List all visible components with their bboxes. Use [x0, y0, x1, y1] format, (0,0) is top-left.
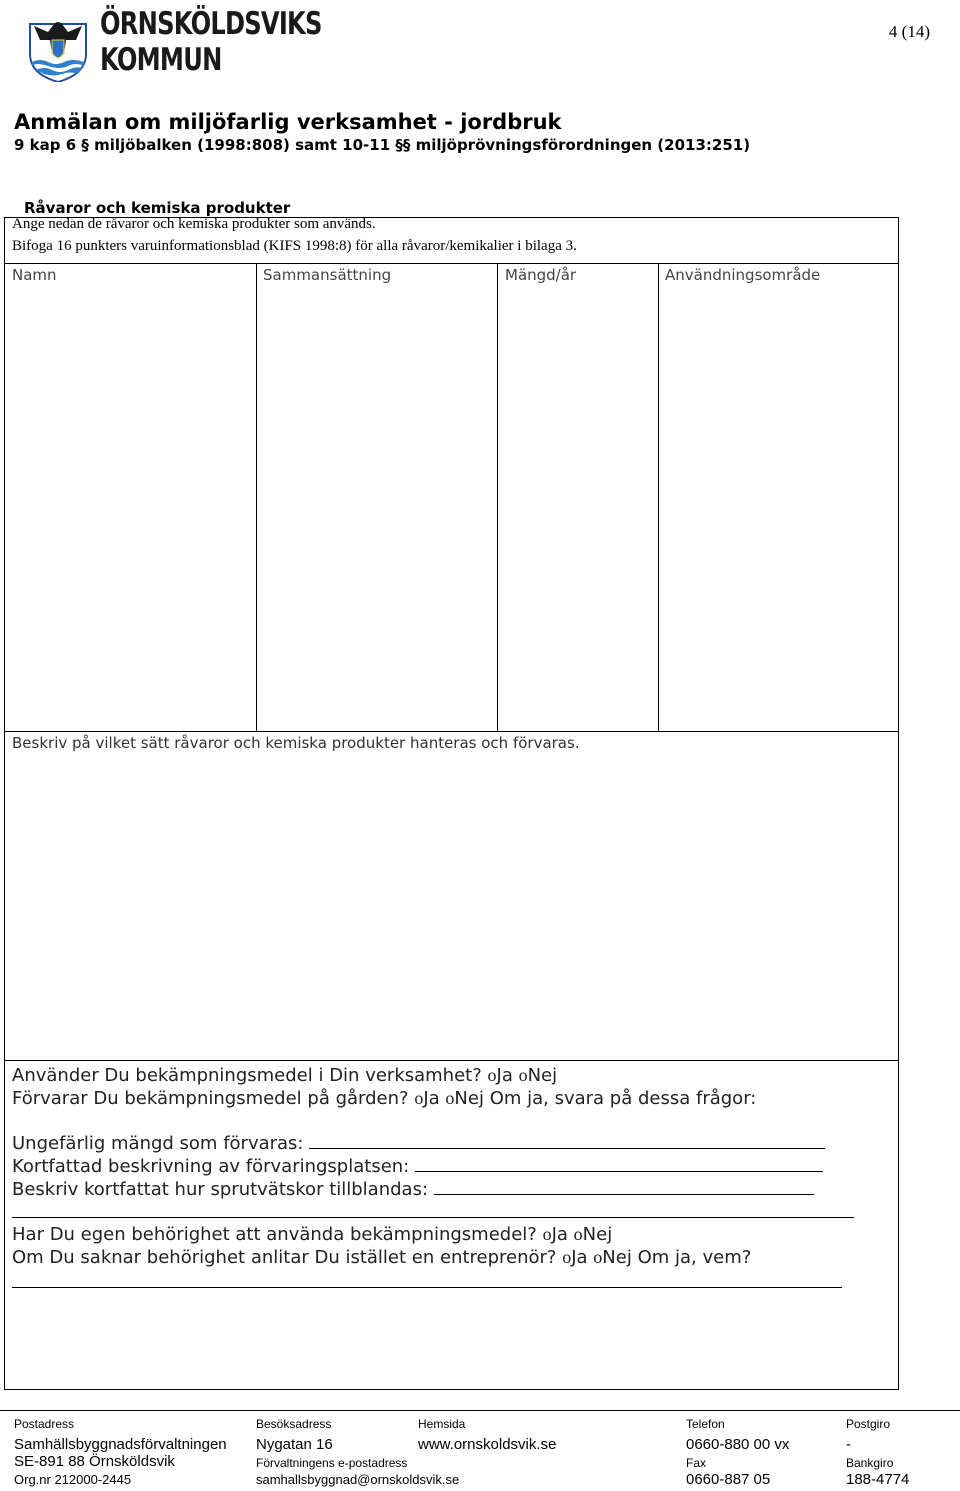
footer-postadress-line1: Samhällsbyggnadsförvaltningen	[14, 1436, 227, 1453]
no-label: Nej	[582, 1224, 613, 1245]
q4-yes-radio[interactable]	[562, 1247, 587, 1268]
field-amount-input[interactable]	[309, 1132, 825, 1149]
field-storage-label: Kortfattad beskrivning av förvaringsplatsen:	[12, 1156, 410, 1177]
table-cell-namn[interactable]	[6, 290, 254, 730]
table-cell-mangd[interactable]	[499, 290, 656, 730]
question-2-text: Förvarar Du bekämpningsmedel på gården?	[12, 1088, 409, 1109]
table-top-rule	[4, 263, 899, 264]
instruction-line-2	[12, 236, 577, 255]
field-storage	[12, 1155, 823, 1178]
footer-telefon: 0660-880 00 vx	[686, 1436, 790, 1453]
no-label: Nej	[602, 1247, 632, 1268]
radio-icon: o	[562, 1247, 572, 1267]
document-title: Anmälan om miljöfarlig verksamhet - jordbruk	[14, 110, 562, 134]
footer-bankgiro: 188-4774	[846, 1471, 910, 1488]
question-2-followup: Om ja, svara på dessa frågor:	[489, 1088, 757, 1109]
q2-yes-radio[interactable]	[414, 1088, 439, 1109]
footer-rule	[0, 1410, 960, 1411]
question-4-followup: Om ja, vem?	[637, 1247, 752, 1268]
radio-icon: o	[542, 1224, 552, 1244]
yes-label: Ja	[571, 1247, 588, 1268]
column-header-anvandningsomrade: Användningsområde	[665, 266, 821, 284]
footer-fax: 0660-887 05	[686, 1471, 771, 1488]
table-bottom-rule	[4, 731, 899, 732]
field-storage-input[interactable]	[415, 1155, 823, 1172]
instruction-line-1: Ange nedan de råvaror och kemiska produkter som används.	[12, 216, 376, 232]
column-divider-1	[256, 263, 257, 732]
column-header-namn: Namn	[12, 266, 57, 284]
question-1	[12, 1064, 557, 1087]
footer-bankgiro-label: Bankgiro	[846, 1456, 894, 1470]
describe-label: Beskriv på vilket sätt råvaror och kemiska produkter hanteras och förvaras.	[12, 734, 580, 752]
field-amount-label: Ungefärlig mängd som förvaras:	[12, 1133, 304, 1154]
footer-besoksadress: Nygatan 16	[256, 1436, 333, 1453]
footer-telefon-label: Telefon	[686, 1417, 725, 1431]
logo-line-1: ÖRNSKÖLDSVIKS	[100, 6, 322, 42]
footer-hemsida[interactable]: www.ornskoldsvik.se	[418, 1436, 557, 1453]
q3-no-radio[interactable]	[574, 1224, 613, 1245]
q4-no-radio[interactable]	[593, 1247, 632, 1268]
q3-yes-radio[interactable]	[543, 1224, 568, 1245]
table-cell-sammansattning[interactable]	[258, 290, 495, 730]
footer-hemsida-label: Hemsida	[418, 1417, 466, 1431]
document-subtitle: 9 kap 6 § miljöbalken (1998:808) samt 10-11 §§ miljöprövningsförordningen (2013:251)	[14, 136, 751, 154]
footer-postgiro-label: Postgiro	[846, 1417, 891, 1431]
footer-besoksadress-label: Besöksadress	[256, 1417, 332, 1431]
question-3-text: Har Du egen behörighet att använda bekämpningsmedel?	[12, 1224, 537, 1245]
footer-postadress-label: Postadress	[14, 1417, 75, 1431]
column-divider-3	[658, 263, 659, 732]
describe-text-area[interactable]	[6, 758, 897, 1058]
field-mixing-continuation-line[interactable]	[12, 1217, 854, 1218]
radio-icon: o	[593, 1247, 603, 1267]
contractor-name-line[interactable]	[12, 1287, 842, 1288]
q1-yes-radio[interactable]	[488, 1065, 513, 1086]
question-1-text: Använder Du bekämpningsmedel i Din verksamhet?	[12, 1065, 482, 1086]
yes-label: Ja	[496, 1065, 513, 1086]
footer-orgnr: Org.nr 212000-2445	[14, 1472, 132, 1487]
describe-bottom-rule	[4, 1060, 899, 1061]
table-cell-anvandningsomrade[interactable]	[660, 290, 897, 730]
no-label: Nej	[527, 1065, 558, 1086]
logo-line-2: KOMMUN	[100, 42, 222, 78]
question-2	[12, 1087, 756, 1110]
question-3	[12, 1223, 612, 1246]
radio-icon: o	[573, 1224, 583, 1244]
radio-icon: o	[414, 1088, 424, 1108]
section-heading: Råvaror och kemiska produkter	[24, 199, 291, 217]
field-amount	[12, 1132, 825, 1155]
radio-icon: o	[518, 1065, 528, 1085]
radio-icon: o	[445, 1088, 455, 1108]
footer-fax-label: Fax	[686, 1456, 707, 1470]
footer-postgiro: -	[846, 1436, 851, 1453]
instruction-text: Bifoga 16 punkters varuinformationsblad (KIFS 1998:8) för alla råvaror/kemikalier i bilaga 3.	[12, 238, 577, 254]
field-mixing	[12, 1178, 814, 1201]
column-header-mangd: Mängd/år	[505, 266, 577, 284]
q1-no-radio[interactable]	[519, 1065, 558, 1086]
footer-epost-label: Förvaltningens e-postadress	[256, 1456, 408, 1470]
municipality-logo	[28, 6, 328, 82]
page-number: 4 (14)	[888, 22, 930, 41]
yes-label: Ja	[423, 1088, 440, 1109]
footer-epost[interactable]: samhallsbyggnad@ornskoldsvik.se	[256, 1472, 460, 1487]
column-divider-2	[497, 263, 498, 732]
field-mixing-label: Beskriv kortfattat hur sprutvätskor tillblandas:	[12, 1179, 429, 1200]
q2-no-radio[interactable]	[445, 1088, 484, 1109]
question-4-text: Om Du saknar behörighet anlitar Du istället en entreprenör?	[12, 1247, 557, 1268]
radio-icon: o	[487, 1065, 497, 1085]
field-mixing-input[interactable]	[434, 1178, 814, 1195]
yes-label: Ja	[551, 1224, 568, 1245]
question-4	[12, 1246, 751, 1269]
footer-postadress-line2: SE-891 88 Örnsköldsvik	[14, 1453, 175, 1470]
column-header-sammansattning: Sammansättning	[263, 266, 392, 284]
no-label: Nej	[454, 1088, 484, 1109]
